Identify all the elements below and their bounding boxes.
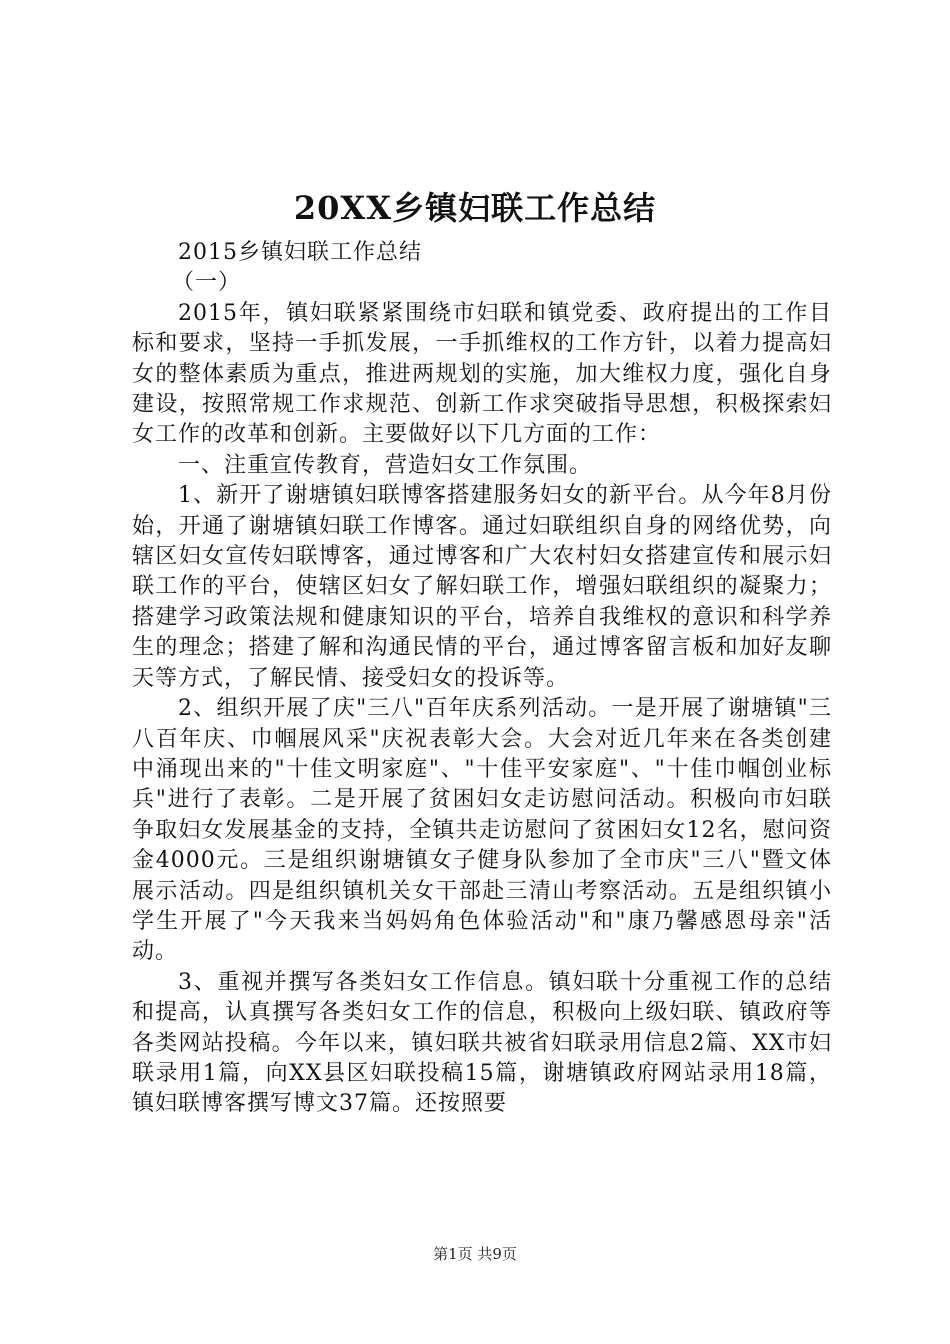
document-body	[132, 238, 832, 1120]
page-footer: 第1页 共9页	[433, 1245, 517, 1263]
body-paragraph: 3、重视并撰写各类妇女工作信息。镇妇联十分重视工作的总结和提高，认真撰写各类妇女工作的信息，积极向上级妇联、镇政府等各类网站投稿。今年以来，镇妇联共被省妇联录用信息2篇、XX市妇联录用1篇，向XX县区妇联投稿15篇，谢塘镇政府网站录用18篇，镇妇联博客撰写博文37篇。还按照要	[132, 969, 832, 1117]
section-number-paragraph: （一）	[172, 270, 242, 296]
section-heading-paragraph: 一、注重宣传教育，营造妇女工作氛围。	[178, 452, 593, 478]
body-paragraph: 2、组织开展了庆"三八"百年庆系列活动。一是开展了谢塘镇"三八百年庆、巾帼展风采"庆祝表彰大会。大会对近几年来在各类创建中涌现出来的"十佳文明家庭"、"十佳平安家庭"、"十佳巾帼创业标兵"进行了表彰。二是开展了贫困妇女走访慰问活动。积极向市妇联争取妇女发展基金的支持，全镇共走访慰问了贫困妇女12名，慰问资金4000元。三是组织谢塘镇女子健身队参加了全市庆"三八"暨文体展示活动。四是组织镇机关女干部赴三清山考察活动。五是组织镇小学生开展了"今天我来当妈妈角色体验活动"和"康乃馨感恩母亲"活动。	[132, 696, 832, 965]
intro-paragraph: 2015年，镇妇联紧紧围绕市妇联和镇党委、政府提出的工作目标和要求，坚持一手抓发展，一手抓维权的工作方针，以着力提高妇女的整体素质为重点，推进两规划的实施，加大维权力度，强化自身建设，按照常规工作求规范、创新工作求突破指导思想，积极探索妇女工作的改革和创新。主要做好以下几方面的工作：	[132, 300, 832, 448]
body-paragraph: 1、新开了谢塘镇妇联博客搭建服务妇女的新平台。从今年8月份始，开通了谢塘镇妇联工作博客。通过妇联组织自身的网络优势，向辖区妇女宣传妇联博客，通过博客和广大农村妇女搭建宣传和展示妇联工作的平台，使辖区妇女了解妇联工作，增强妇联组织的凝聚力；搭建学习政策法规和健康知识的平台，培养自我维权的意识和科学养生的理念；搭建了解和沟通民情的平台，通过博客留言板和加好友聊天等方式，了解民情、接受妇女的投诉等。	[132, 483, 832, 691]
document-title: 20XX乡镇妇联工作总结	[293, 189, 657, 227]
subtitle-paragraph: 2015乡镇妇联工作总结	[178, 240, 422, 265]
